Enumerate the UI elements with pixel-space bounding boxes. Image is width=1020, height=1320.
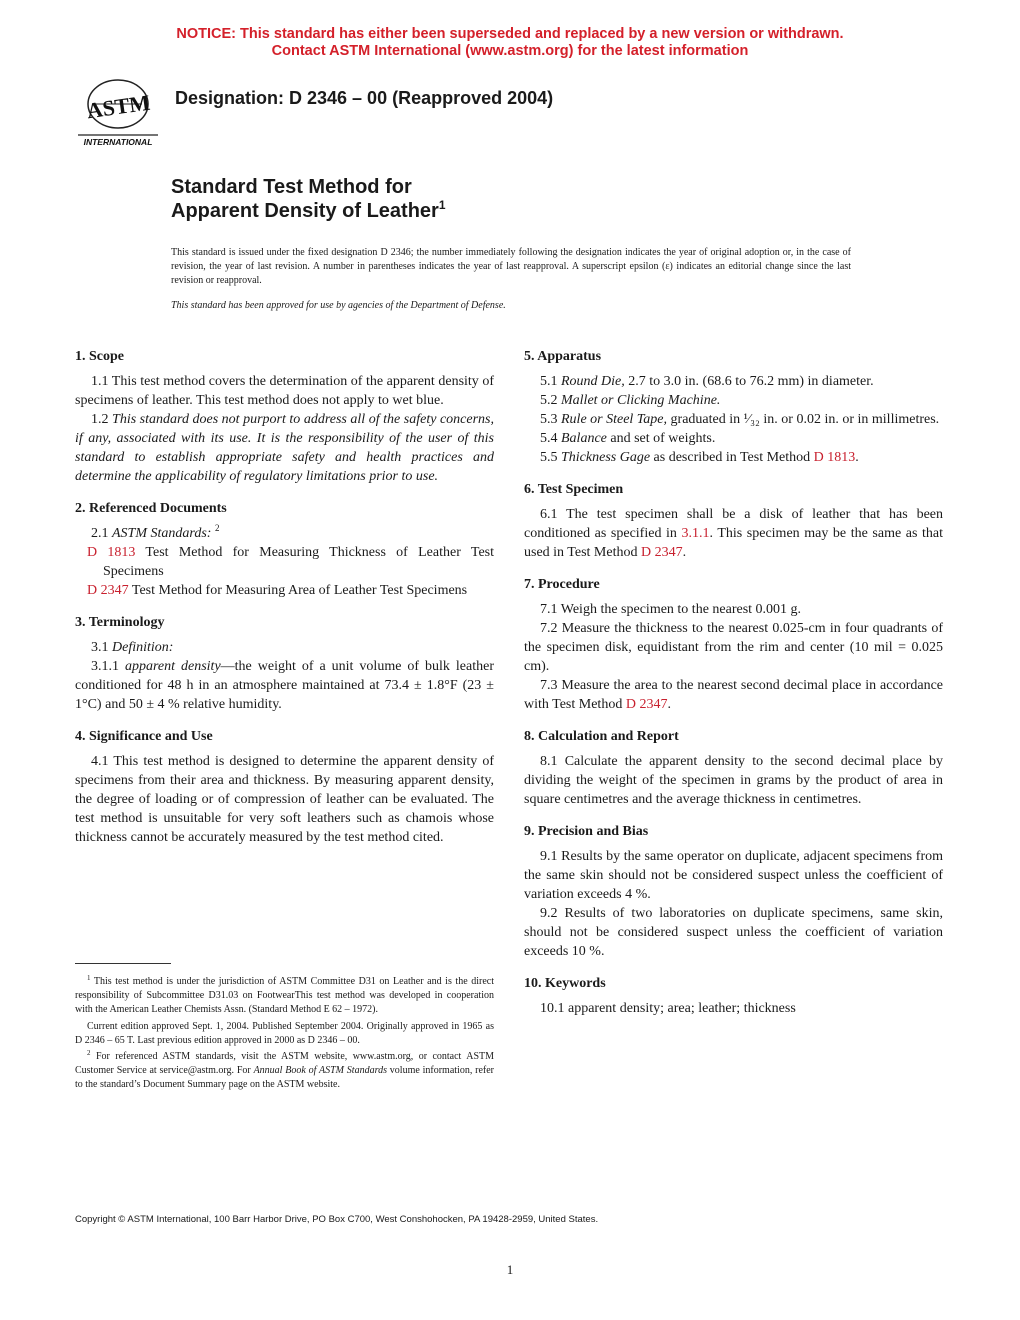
link-3-1-1[interactable]: 3.1.1 [681,526,710,541]
paragraph: 7.2 Measure the thickness to the nearest 0.025-cm in four quadrants of the specimen disk, equidistant from the rim and center (10 mil = 0.025 cm). [524,621,943,674]
notice-line-1: NOTICE: This standard has either been superseded and replaced by a new version or withdrawn. [176,26,844,42]
paragraph: 3.1.1 apparent density—the weight of a unit volume of bulk leather conditioned for 48 h in an atmosphere maintained at 73.4 ± 1.8°F (23 ± 1°C) and 50 ± 4 % relative humidity. [75,659,494,712]
paragraph: 5.1 Round Die, 2.7 to 3.0 in. (68.6 to 76.2 mm) in diameter. [540,374,874,389]
section-heading: 1. Scope [75,349,124,364]
link-d1813[interactable]: D 1813 [87,545,136,560]
document-title [171,175,446,223]
paragraph: 5.4 Balance and set of weights. [540,431,716,446]
title-footnote-ref: 1 [438,198,446,212]
link-d2347[interactable]: D 2347 [87,583,129,598]
designation: Designation: D 2346 – 00 (Reapproved 2004) [175,88,554,108]
left-column [75,347,494,860]
section-heading: 6. Test Specimen [524,482,624,497]
paragraph: 2.1 ASTM Standards: $^2$ [91,523,220,541]
paragraph: 6.1 The test specimen shall be a disk of leather that has been conditioned as specified in 3.1.1. This specimen may be the same as that used in Test Method D 2347. [524,507,943,560]
section-heading: 5. Apparatus [524,349,602,364]
footnote-1: $^1$ This test method is under the jurisdiction of ASTM Committee D31 on Leather and is the direct responsibility of Subcommittee D31.03 on FootwearThis test method was developed in cooperation with the American Leather Chemists Assn. (Standard Method E 62 – 1972). [75,974,494,1016]
paragraph: 5.5 Thickness Gage as described in Test Method D 1813. [540,450,859,465]
section-heading: 3. Terminology [75,615,165,630]
astm-logo [78,74,158,148]
section-scope [75,347,494,486]
section-significance [75,727,494,847]
section-keywords [524,974,943,1018]
section-precision [524,822,943,961]
copyright: Copyright © ASTM International, 100 Barr Harbor Drive, PO Box C700, West Conshohocken, PA 19428-2959, United States. [75,1214,599,1225]
section-heading: 4. Significance and Use [75,729,213,744]
reference-item: D 2347 Test Method for Measuring Area of Leather Test Specimens [87,583,468,598]
paragraph: 1.2 This standard does not purport to address all of the safety concerns, if any, associated with its use. It is the responsibility of the user of this standard to establish appropriate safety and health practices and determine the applicability of regulatory limitations prior to use. [75,412,494,484]
section-terminology [75,613,494,714]
section-apparatus [524,347,943,467]
paragraph: 9.2 Results of two laboratories on duplicate specimens, same skin, should not be considered suspect unless the coefficient of variation exceeds 10 %. [524,906,943,959]
section-heading: 8. Calculation and Report [524,729,679,744]
issued-note: This standard is issued under the fixed designation D 2346; the number immediately following the designation indicates the year of original adoption or, in the case of revision, the year of last revision. A number in parentheses indicates the year of last reapproval. A superscript epsilon (ε) indicates an editorial change since the last revision or reapproval. [171,247,851,287]
link-d2347[interactable]: D 2347 [640,545,683,560]
paragraph: 3.1 Definition: [91,640,174,655]
link-d1813[interactable]: D 1813 [813,450,856,465]
section-referenced-documents [75,499,494,600]
section-heading: 10. Keywords [524,976,606,991]
paragraph: 7.3 Measure the area to the nearest second decimal place in accordance with Test Method D 2347. [524,678,943,712]
paragraph: 5.3 Rule or Steel Tape, graduated in ¹⁄₃₂ in. or 0.02 in. or in millimetres. [540,412,940,427]
footnotes [75,975,494,1095]
paragraph: 5.2 Mallet or Clicking Machine. [540,393,721,408]
page-number: 1 [506,1262,514,1277]
title-line-1: Standard Test Method for [171,176,412,198]
approved-note: This standard has been approved for use by agencies of the Department of Defense. [171,300,506,311]
section-heading: 9. Precision and Bias [524,824,649,839]
logo-letters: ASTM [85,89,152,124]
paragraph: 1.1 This test method covers the determination of the apparent density of specimens of leather. This test method does not apply to wet blue. [75,374,494,408]
logo-international: INTERNATIONAL [83,137,153,147]
right-column [524,347,943,1031]
title-line-2: Apparent Density of Leather$^1$ [171,198,446,222]
paragraph: 4.1 This test method is designed to determine the apparent density of specimens from their area and thickness. By measuring apparent density, the degree of loading or of compression of leather can be evaluated. The test method is unsuitable for very soft leathers such as chamois whose thickness cannot be accurately measured by the test method cited. [75,754,494,845]
section-calculation [524,727,943,809]
footnote-2: $^2$ For referenced ASTM standards, visit the ASTM website, www.astm.org, or contact ASTM Customer Service at service@astm.org. For Annual Book of ASTM Standards volume information, refer to the standard’s Document Summary page on the ASTM website. [75,1049,495,1091]
withdrawal-notice [0,26,1020,60]
reference-item: D 1813 Test Method for Measuring Thickness of Leather Test Specimens [87,545,495,579]
paragraph: 9.1 Results by the same operator on duplicate, adjacent specimens from the same skin should not be considered suspect unless the coefficient of variation exceeds 4 %. [524,849,943,902]
paragraph: 10.1 apparent density; area; leather; thickness [540,1001,796,1016]
notice-line-2: Contact ASTM International (www.astm.org) for the latest information [271,43,749,59]
section-heading: 7. Procedure [524,577,600,592]
section-heading: 2. Referenced Documents [75,501,227,516]
link-d2347[interactable]: D 2347 [625,697,668,712]
section-procedure [524,575,943,714]
paragraph: 8.1 Calculate the apparent density to the second decimal place by dividing the weight of the specimen in grams by the product of area in square centimetres and the average thickness in centimetres. [524,754,943,807]
paragraph: 7.1 Weigh the specimen to the nearest 0.001 g. [540,602,802,617]
footnote-1-continued: Current edition approved Sept. 1, 2004. Published September 2004. Originally approved in 1965 as D 2346 – 65 T. Last previous edition approved in 2000 as D 2346 – 00. [75,1020,494,1046]
footnote-divider [75,963,171,964]
section-test-specimen [524,480,943,562]
